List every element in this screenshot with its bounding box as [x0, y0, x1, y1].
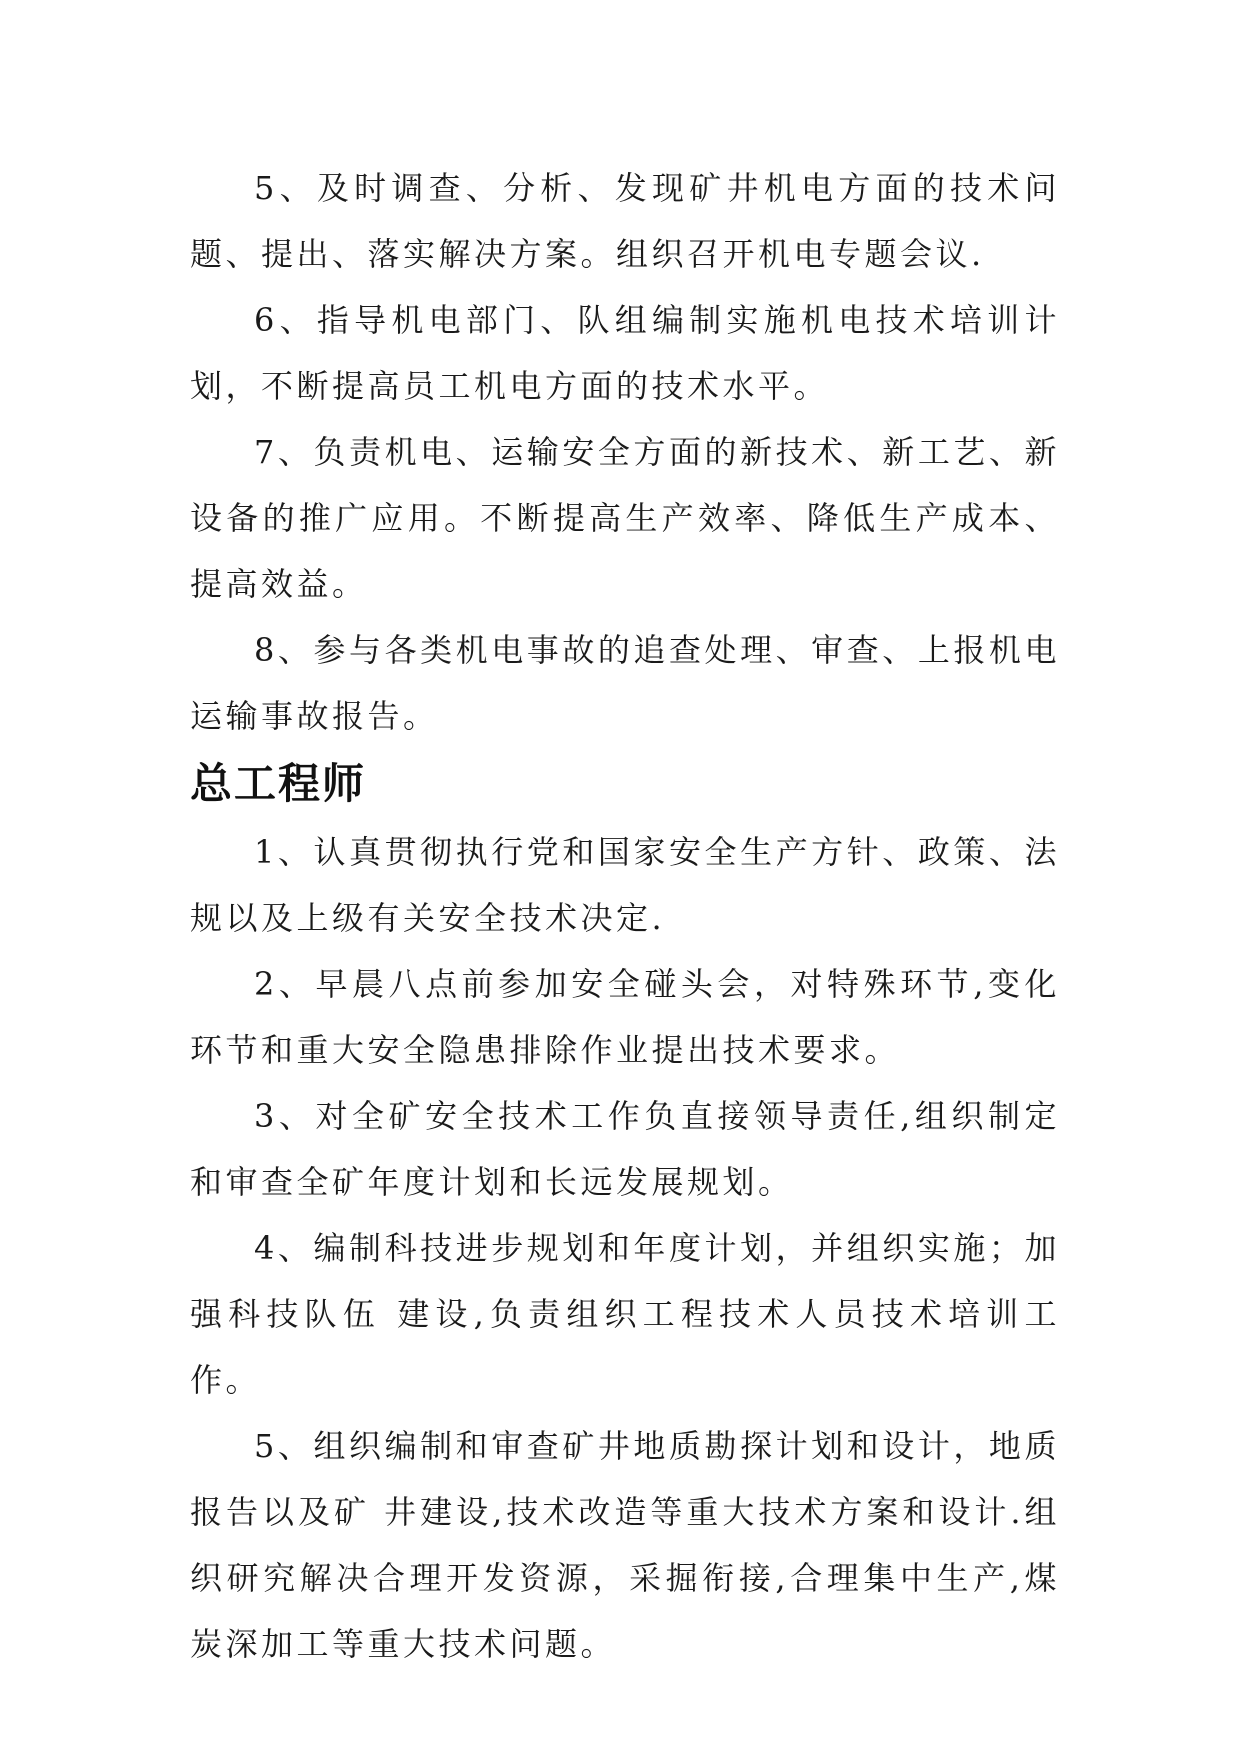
chief-engineer-duty-1: 1、认真贯彻执行党和国家安全生产方针、政策、法规以及上级有关安全技术决定. [190, 833, 1060, 937]
duty-item-5: 5、及时调查、分析、发现矿井机电方面的技术问题、提出、落实解决方案。组织召开机电专题会议. [190, 169, 1060, 273]
chief-engineer-duty-4: 4、编制科技进步规划和年度计划，并组织实施；加强科技队伍 建设,负责组织工程技术人员技术培训工作。 [190, 1229, 1060, 1399]
document-body [190, 155, 1060, 1677]
chief-engineer-duty-3: 3、对全矿安全技术工作负直接领导责任,组织制定和审查全矿年度计划和长远发展规划。 [190, 1097, 1060, 1201]
duty-item-6: 6、指导机电部门、队组编制实施机电技术培训计划，不断提高员工机电方面的技术水平。 [190, 301, 1060, 405]
section-heading-chief-engineer: 总工程师 [190, 759, 367, 808]
chief-engineer-duty-2: 2、早晨八点前参加安全碰头会，对特殊环节,变化环节和重大安全隐患排除作业提出技术要求。 [190, 965, 1060, 1069]
duty-item-7: 7、负责机电、运输安全方面的新技术、新工艺、新设备的推广应用。不断提高生产效率、降低生产成本、提高效益。 [190, 433, 1060, 603]
duty-item-8: 8、参与各类机电事故的追查处理、审查、上报机电运输事故报告。 [190, 631, 1060, 735]
chief-engineer-duty-5: 5、组织编制和审查矿井地质勘探计划和设计，地质报告以及矿 井建设,技术改造等重大技术方案和设计.组织研究解决合理开发资源，采掘衔接,合理集中生产,煤炭深加工等重大技术问题。 [190, 1427, 1060, 1663]
